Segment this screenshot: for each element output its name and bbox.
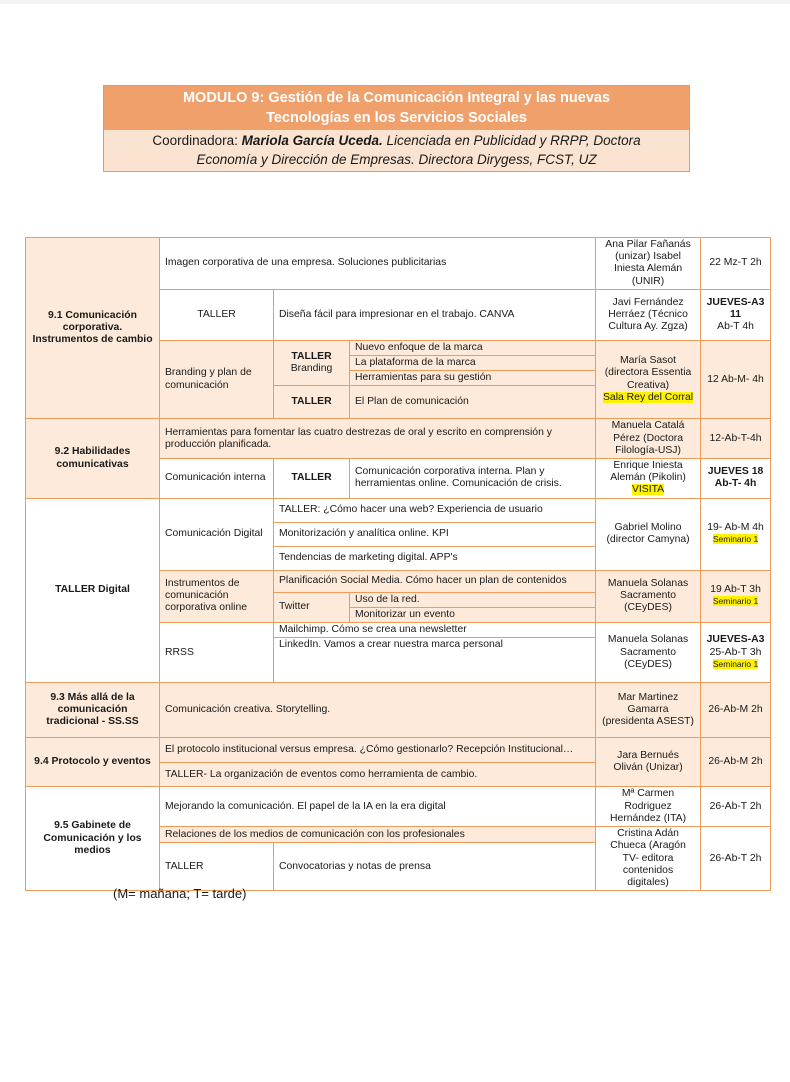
visit-highlight: VISITA <box>631 484 665 496</box>
coord-desc-2: Economía y Dirección de Empresas. Directora Dirygess, FCST, UZ <box>196 152 597 167</box>
room-highlight: Sala Rey del Corral <box>602 391 694 403</box>
teacher <box>596 340 701 419</box>
date-line-2: Ab-T 4h <box>717 320 754 332</box>
topic: TALLER: ¿Cómo hacer una web? Experiencia de usuario <box>274 498 596 522</box>
topic: Comunicación corporativa interna. Plan y herramientas online. Comunicación de crisis. <box>350 459 596 499</box>
date <box>701 570 771 622</box>
coordinator <box>104 130 689 171</box>
topic: Tendencias de marketing digital. APP's <box>274 546 596 570</box>
teacher: Javi Fernández Herráez (Técnico Cultura Ay. Zgza) <box>596 289 701 340</box>
coord-label: Coordinadora: <box>152 133 242 148</box>
date: 12 Ab-M- 4h <box>701 340 771 419</box>
table-row <box>26 498 771 522</box>
title-line-2: Tecnologías en los Servicios Sociales <box>266 110 527 126</box>
taller-branding <box>274 340 350 386</box>
topic: Herramientas para su gestión <box>350 371 596 386</box>
twitter-label: Twitter <box>274 592 350 622</box>
seminar-highlight: Seminario 1 <box>712 534 759 545</box>
topic: La plataforma de la marca <box>350 356 596 371</box>
teacher: Manuela Solanas Sacramento (CEyDES) <box>596 623 701 683</box>
date <box>701 623 771 683</box>
topic: Convocatorias y notas de prensa <box>274 843 596 891</box>
topic: LinkedIn. Vamos a crear nuestra marca personal <box>274 638 596 683</box>
teacher-name: María Sasot (directora Essentia Creativa) <box>604 355 692 391</box>
date-line-1: JUEVES-A3 11 <box>706 296 765 320</box>
table-row <box>26 238 771 290</box>
session-type: RRSS <box>160 623 274 683</box>
teacher: Manuela Solanas Sacramento (CEyDES) <box>596 570 701 622</box>
date <box>701 498 771 570</box>
topic: Imagen corporativa de una empresa. Soluciones publicitarias <box>160 238 596 290</box>
topic: Nuevo enfoque de la marca <box>350 340 596 355</box>
session-type: Branding y plan de comunicación <box>160 340 274 419</box>
section-title: 9.5 Gabinete de Comunicación y los medios <box>26 787 160 891</box>
table-row <box>26 419 771 459</box>
teacher-name: Enrique Iniesta Alemán (Pikolin) <box>610 460 686 484</box>
date: 12-Ab-T-4h <box>701 419 771 459</box>
taller-label: TALLER <box>274 459 350 499</box>
module-header <box>103 85 690 172</box>
topic: Mailchimp. Cómo se crea una newsletter <box>274 623 596 638</box>
section-title: 9.2 Habilidades comunicativas <box>26 419 160 498</box>
session-type: TALLER <box>160 289 274 340</box>
date-bold: JUEVES-A3 <box>706 634 765 646</box>
date: 26-Ab-T 2h <box>701 787 771 827</box>
topic: Planificación Social Media. Cómo hacer un plan de contenidos <box>274 570 596 592</box>
seminar-highlight: Seminario 1 <box>712 596 759 607</box>
session-type: Comunicación Digital <box>160 498 274 570</box>
date: 26-Ab-M 2h <box>701 683 771 738</box>
topic: Herramientas para fomentar las cuatro destrezas de oral y escrito en comprensión y producción planificada. <box>160 419 596 459</box>
table-row <box>26 683 771 738</box>
date: 22 Mz-T 2h <box>701 238 771 290</box>
topic: TALLER- La organización de eventos como herramienta de cambio. <box>160 763 596 787</box>
module-title <box>104 86 689 130</box>
table-row <box>26 787 771 827</box>
table-row <box>26 738 771 763</box>
teacher: Gabriel Molino (director Camyna) <box>596 498 701 570</box>
taller-label: TALLER <box>291 350 332 362</box>
topic: Relaciones de los medios de comunicación con los profesionales <box>160 827 596 843</box>
date <box>701 289 771 340</box>
teacher <box>596 459 701 499</box>
topic: Monitorizar un evento <box>350 607 596 622</box>
footnote: (M= mañana; T= tarde) <box>113 886 247 901</box>
teacher: Mar Martinez Gamarra (presidenta ASEST) <box>596 683 701 738</box>
coord-desc: Licenciada en Publicidad y RRPP, Doctora <box>382 133 641 148</box>
session-type: TALLER <box>160 843 274 891</box>
date: 26-Ab-T 2h <box>701 827 771 891</box>
date-text: 25-Ab-T 3h <box>709 646 762 658</box>
section-title: 9.4 Protocolo y eventos <box>26 738 160 787</box>
top-border <box>0 0 790 4</box>
teacher: Jara Bernués Oliván (Unizar) <box>596 738 701 787</box>
session-type: Comunicación interna <box>160 459 274 499</box>
topic: Comunicación creativa. Storytelling. <box>160 683 596 738</box>
topic: Uso de la red. <box>350 592 596 607</box>
section-title: 9.3 Más allá de la comunicación tradicional - SS.SS <box>26 683 160 738</box>
teacher: Cristina Adán Chueca (Aragón TV- editora contenidos digitales) <box>596 827 701 891</box>
teacher: Ana Pilar Fañanás (unizar) Isabel Iniesta Alemán (UNIR) <box>596 238 701 290</box>
taller-label: TALLER <box>274 386 350 419</box>
section-title: TALLER Digital <box>26 498 160 683</box>
date: JUEVES 18 Ab-T- 4h <box>701 459 771 499</box>
date: 26-Ab-M 2h <box>701 738 771 787</box>
topic: El protocolo institucional versus empresa. ¿Cómo gestionarlo? Recepción Institucional… <box>160 738 596 763</box>
coord-name: Mariola García Uceda. <box>241 133 383 148</box>
date-text: 19 Ab-T 3h <box>710 584 761 596</box>
section-title: 9.1 Comunicación corporativa. Instrumentos de cambio <box>26 238 160 419</box>
teacher: Manuela Catalá Pérez (Doctora Filología-USJ) <box>596 419 701 459</box>
topic: Diseña fácil para impresionar en el trabajo. CANVA <box>274 289 596 340</box>
topic: Monitorización y analítica online. KPI <box>274 522 596 546</box>
schedule-table <box>25 237 771 891</box>
session-type: Instrumentos de comunicación corporativa online <box>160 570 274 622</box>
title-line-1: MODULO 9: Gestión de la Comunicación Integral y las nuevas <box>182 90 611 106</box>
seminar-highlight: Seminario 1 <box>712 658 759 669</box>
topic: El Plan de comunicación <box>350 386 596 419</box>
date-text: 19- Ab-M 4h <box>707 521 764 533</box>
topic: Mejorando la comunicación. El papel de la IA en la era digital <box>160 787 596 827</box>
teacher: Mª Carmen Rodriguez Hernández (ITA) <box>596 787 701 827</box>
branding-label: Branding <box>290 363 333 375</box>
